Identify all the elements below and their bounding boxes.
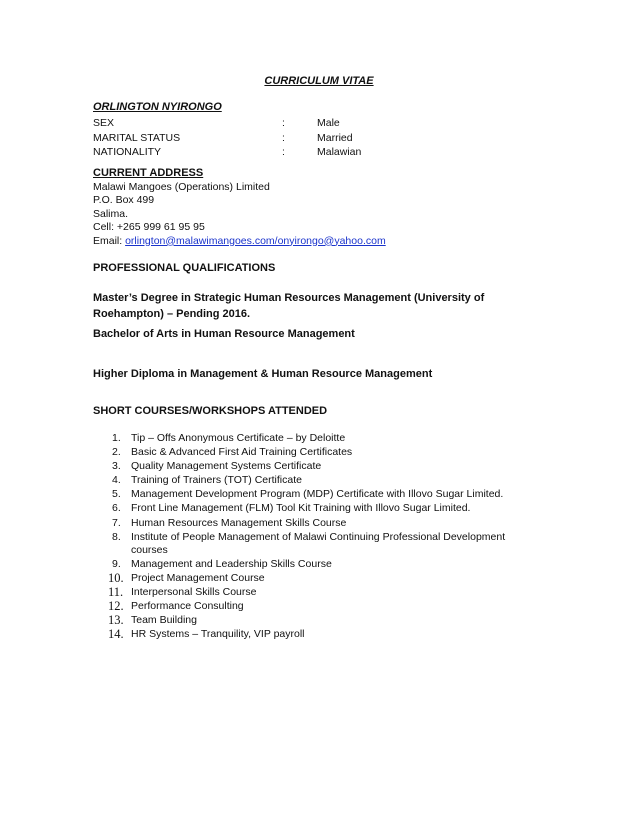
personal-label: MARITAL STATUS bbox=[93, 131, 181, 144]
address-line: P.O. Box 499 bbox=[93, 194, 155, 207]
list-item bbox=[93, 488, 533, 501]
personal-value: Male bbox=[317, 117, 340, 129]
list-item bbox=[93, 600, 533, 613]
list-number: 8. bbox=[112, 530, 121, 543]
list-number: 5. bbox=[112, 488, 121, 501]
address-line: Malawi Mangoes (Operations) Limited bbox=[93, 181, 270, 193]
email-line bbox=[93, 235, 386, 248]
personal-row-marital-status bbox=[93, 131, 563, 146]
list-text: Front Line Management (FLM) Tool Kit Training with Illovo Sugar Limited. bbox=[131, 502, 471, 515]
qualifications-heading: PROFESSIONAL QUALIFICATIONS bbox=[93, 262, 276, 274]
qualification-item: Master’s Degree in Strategic Human Resources Management (University of Roehampton) – Pending 2016. bbox=[93, 292, 485, 320]
list-item bbox=[93, 517, 533, 530]
list-text: Team Building bbox=[131, 614, 197, 627]
list-item bbox=[93, 474, 533, 487]
list-item bbox=[93, 446, 533, 459]
list-item bbox=[93, 432, 533, 445]
list-number: 2. bbox=[112, 446, 121, 459]
personal-colon: : bbox=[282, 131, 285, 144]
personal-colon: : bbox=[282, 117, 285, 129]
list-number: 3. bbox=[112, 460, 121, 473]
qualification-item: Higher Diploma in Management & Human Resource Management bbox=[93, 368, 433, 380]
email-label: Email: bbox=[93, 234, 126, 247]
list-item bbox=[93, 628, 533, 641]
list-item bbox=[93, 502, 533, 515]
list-text: Management Development Program (MDP) Certificate with Illovo Sugar Limited. bbox=[131, 488, 504, 501]
list-number: 10. bbox=[108, 571, 124, 586]
list-number: 6. bbox=[112, 502, 121, 515]
personal-label: SEX bbox=[93, 117, 115, 129]
list-number: 1. bbox=[112, 432, 121, 444]
list-item bbox=[93, 531, 533, 557]
list-text: Human Resources Management Skills Course bbox=[131, 516, 347, 529]
personal-value: Married bbox=[317, 131, 353, 144]
list-text: HR Systems – Tranquility, VIP payroll bbox=[131, 628, 305, 641]
list-number: 9. bbox=[112, 557, 121, 570]
personal-value: Malawian bbox=[317, 146, 362, 158]
list-text: Quality Management Systems Certificate bbox=[131, 460, 322, 473]
personal-row-sex bbox=[93, 116, 563, 131]
list-text: Project Management Course bbox=[131, 572, 265, 585]
qualification-item: Bachelor of Arts in Human Resource Management bbox=[93, 328, 355, 340]
address-block bbox=[93, 181, 386, 248]
email-link[interactable]: orlington@malawimangoes.com/onyirongo@yahoo.com bbox=[125, 234, 386, 247]
list-item bbox=[93, 460, 533, 473]
list-text: Performance Consulting bbox=[131, 600, 244, 613]
list-text: Management and Leadership Skills Course bbox=[131, 557, 332, 570]
list-item bbox=[93, 586, 533, 599]
list-number: 7. bbox=[112, 516, 121, 529]
list-item bbox=[93, 614, 533, 627]
list-number: 14. bbox=[108, 627, 124, 642]
address-line: Salima. bbox=[93, 207, 129, 220]
list-item bbox=[93, 572, 533, 585]
list-item bbox=[93, 558, 533, 571]
list-number: 13. bbox=[108, 613, 124, 628]
courses-heading: SHORT COURSES/WORKSHOPS ATTENDED bbox=[93, 405, 328, 417]
list-number: 4. bbox=[112, 474, 121, 487]
candidate-name: ORLINGTON NYIRONGO bbox=[93, 101, 222, 113]
list-number: 12. bbox=[108, 599, 124, 614]
personal-row-nationality bbox=[93, 145, 563, 160]
personal-label: NATIONALITY bbox=[93, 146, 162, 158]
list-text: Tip – Offs Anonymous Certificate – by Deloitte bbox=[131, 432, 346, 444]
list-text: Basic & Advanced First Aid Training Certificates bbox=[131, 446, 353, 459]
document-title: CURRICULUM VITAE bbox=[264, 75, 374, 87]
list-number: 11. bbox=[108, 585, 124, 600]
list-text: Training of Trainers (TOT) Certificate bbox=[131, 474, 302, 487]
list-text: Institute of People Management of Malawi Continuing Professional Development courses bbox=[131, 530, 506, 556]
address-line: Cell: +265 999 61 95 95 bbox=[93, 221, 205, 234]
list-text: Interpersonal Skills Course bbox=[131, 586, 257, 599]
personal-details bbox=[93, 116, 563, 160]
personal-colon: : bbox=[282, 146, 285, 158]
address-heading: CURRENT ADDRESS bbox=[93, 167, 204, 179]
courses-list bbox=[93, 432, 533, 643]
